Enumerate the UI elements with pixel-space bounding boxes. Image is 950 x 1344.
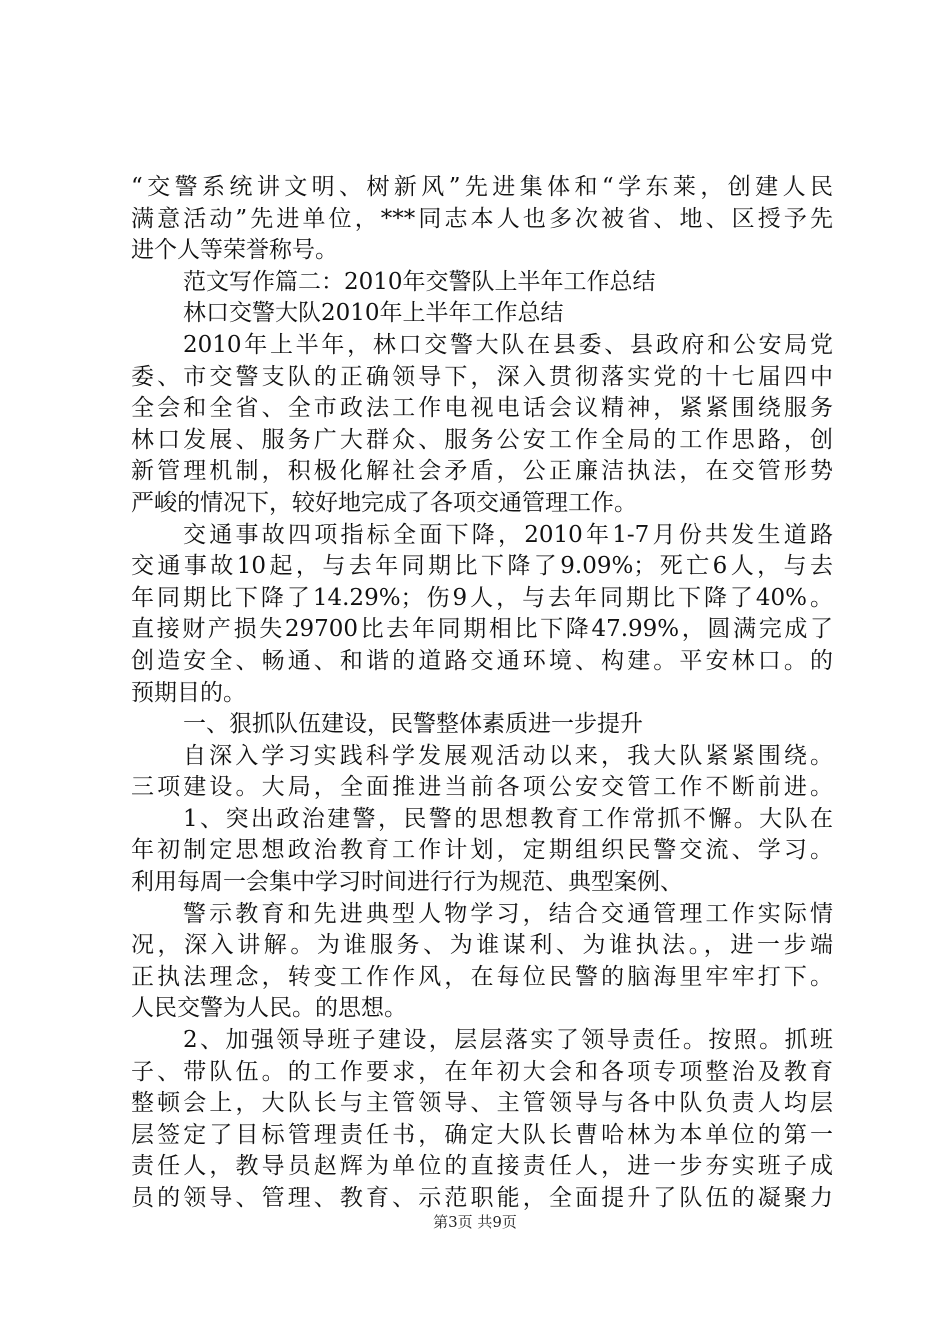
text-line: 层签定了目标管理责任书，确定大队长曹哈林为本单位的第一 [131, 1121, 833, 1148]
text-line: 严峻的情况下，较好地完成了各项交通管理工作。 [131, 489, 637, 516]
text-line: 一、狠抓队伍建设，民警整体素质进一步提升 [183, 711, 643, 738]
text-line: “交警系统讲文明、树新风”先进集体和“学东莱，创建人民 [131, 174, 833, 200]
page-footer: 第3页 共9页 [433, 1213, 517, 1231]
text-line: 子、带队伍。的工作要求，在年初大会和各项专项整治及教育 [131, 1058, 833, 1085]
text-line: 范文写作篇二：2010年交警队上半年工作总结 [183, 268, 656, 295]
text-line: 委、市交警支队的正确领导下，深入贯彻落实党的十七届四中 [131, 363, 833, 390]
text-line: 员的领导、管理、教育、示范职能，全面提升了队伍的凝聚力 [131, 1185, 833, 1211]
text-line: 况，深入讲解。为谁服务、为谁谋利、为谁执法。，进一步端 [131, 932, 833, 959]
text-line: 预期目的。 [131, 679, 246, 706]
text-line: 人民交警为人民。的思想。 [131, 995, 407, 1022]
text-line: 利用每周一会集中学习时间进行行为规范、典型案例、 [131, 869, 683, 896]
text-line: 进个人等荣誉称号。 [131, 237, 338, 264]
text-line: 警示教育和先进典型人物学习，结合交通管理工作实际情 [183, 900, 833, 927]
text-line: 林口发展、服务广大群众、服务公安工作全局的工作思路，创 [131, 426, 833, 453]
document-body [131, 172, 833, 1215]
text-line: 整顿会上，大队长与主管领导、主管领导与各中队负责人均层 [131, 1090, 833, 1117]
text-line: 自深入学习实践科学发展观活动以来，我大队紧紧围绕。 [183, 742, 833, 769]
text-line: 年同期比下降了14.29%；伤9人，与去年同期比下降了40%。 [131, 584, 833, 611]
text-line: 直接财产损失29700比去年同期相比下降47.99%，圆满完成了 [131, 616, 833, 643]
text-line: 林口交警大队2010年上半年工作总结 [183, 300, 564, 327]
text-line: 1、突出政治建警，民警的思想教育工作常抓不懈。大队在 [183, 805, 833, 832]
text-line: 交通事故10起，与去年同期比下降了9.09%；死亡6人，与去 [131, 553, 833, 580]
text-line: 满意活动”先进单位，***同志本人也多次被省、地、区授予先 [131, 205, 833, 232]
text-line: 2、加强领导班子建设，层层落实了领导责任。按照。抓班 [183, 1027, 833, 1054]
text-line: 正执法理念，转变工作作风，在每位民警的脑海里牢牢打下。 [131, 963, 833, 990]
text-line: 全会和全省、全市政法工作电视电话会议精神，紧紧围绕服务 [131, 395, 833, 422]
text-line: 新管理机制，积极化解社会矛盾，公正廉洁执法，在交管形势 [131, 458, 833, 485]
text-line: 创造安全、畅通、和谐的道路交通环境、构建。平安林口。的 [131, 647, 833, 674]
text-line: 2010年上半年，林口交警大队在县委、县政府和公安局党 [183, 331, 833, 358]
text-line: 三项建设。大局，全面推进当前各项公安交管工作不断前进。 [131, 774, 833, 801]
text-line: 交通事故四项指标全面下降，2010年1-7月份共发生道路 [183, 521, 833, 548]
text-line: 年初制定思想政治教育工作计划，定期组织民警交流、学习。 [131, 837, 833, 864]
text-line: 责任人，教导员赵辉为单位的直接责任人，进一步夯实班子成 [131, 1153, 833, 1180]
